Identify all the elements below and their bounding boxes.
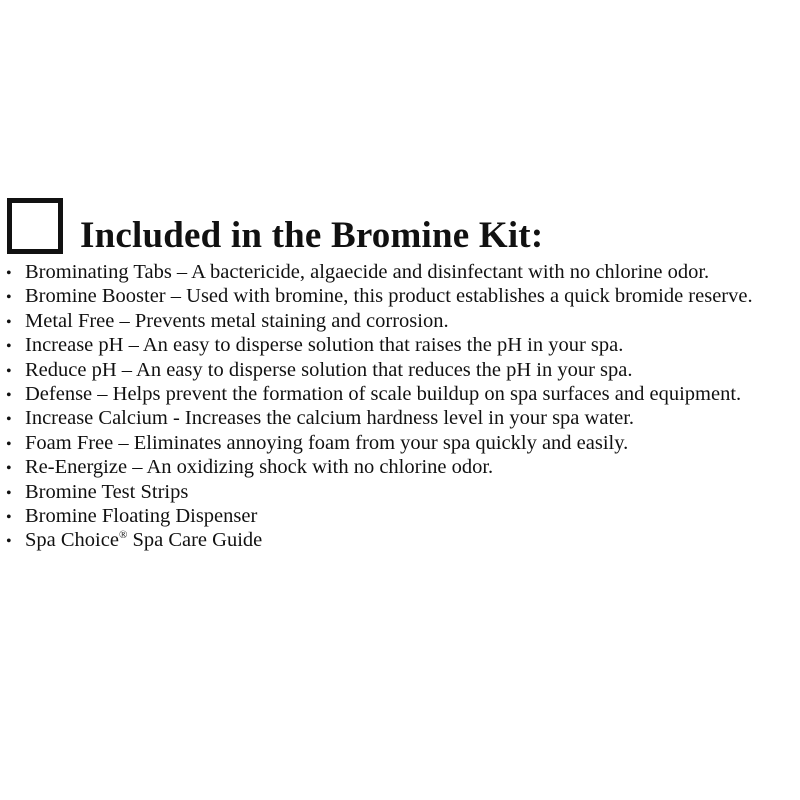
list-item-text: Defense – Helps prevent the formation of scale buildup on spa surfaces and equipment. <box>25 382 742 405</box>
bullet-icon: • <box>6 533 12 551</box>
list-item <box>6 382 753 406</box>
bullet-icon: • <box>6 435 12 453</box>
list-item <box>6 309 753 333</box>
list-item <box>6 358 753 382</box>
list-item <box>6 333 753 357</box>
list-item-text: Increase pH – An easy to disperse solution that raises the pH in your spa. <box>25 334 624 357</box>
list-item <box>6 284 753 308</box>
list-item-text: Reduce pH – An easy to disperse solution that reduces the pH in your spa. <box>25 358 633 381</box>
list-item <box>6 528 753 552</box>
list-item-text: Re-Energize – An oxidizing shock with no chlorine odor. <box>25 456 494 479</box>
bullet-icon: • <box>6 386 12 404</box>
list-item-text: Bromine Booster – Used with bromine, this product establishes a quick bromide reserve. <box>25 285 753 308</box>
list-item <box>6 260 753 284</box>
bullet-icon: • <box>6 338 12 356</box>
bullet-icon: • <box>6 484 12 502</box>
list-item-text: Increase Calcium - Increases the calcium hardness level in your spa water. <box>25 407 635 430</box>
list-item-text: Metal Free – Prevents metal staining and corrosion. <box>25 309 449 332</box>
brand-name: Spa Choice <box>25 529 119 552</box>
kit-contents-list <box>6 260 753 553</box>
bullet-icon: • <box>6 265 12 282</box>
list-item <box>6 431 753 455</box>
list-item <box>6 455 753 479</box>
bullet-icon: • <box>6 289 12 307</box>
bullet-icon: • <box>6 508 12 526</box>
list-item <box>6 480 753 504</box>
page-title: Included in the Bromine Kit: <box>80 215 544 256</box>
list-item-text: Foam Free – Eliminates annoying foam from your spa quickly and easily. <box>25 431 629 454</box>
bullet-icon: • <box>6 411 12 429</box>
checkbox-icon <box>7 198 63 254</box>
list-item-text: Bromine Test Strips <box>25 480 189 503</box>
bullet-icon: • <box>6 362 12 380</box>
list-item-text <box>25 528 262 552</box>
bullet-icon: • <box>6 460 12 478</box>
list-item-text: Brominating Tabs – A bactericide, algaecide and disinfectant with no chlorine odor. <box>25 261 710 283</box>
bullet-icon: • <box>6 313 12 331</box>
list-item-text: Bromine Floating Dispenser <box>25 504 258 527</box>
list-item <box>6 504 753 528</box>
list-item <box>6 406 753 430</box>
registered-trademark-icon: ® <box>118 529 128 542</box>
guide-name: Spa Care Guide <box>127 529 263 552</box>
